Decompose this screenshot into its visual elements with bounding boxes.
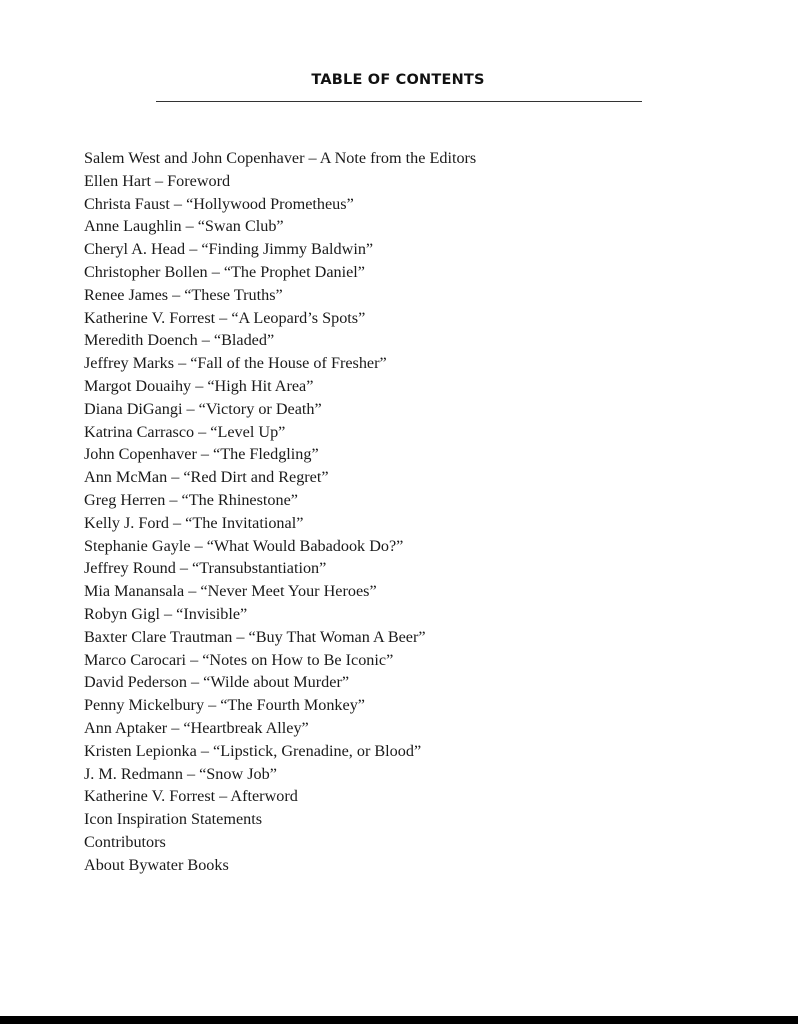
toc-entry: Robyn Gigl – “Invisible”	[84, 604, 248, 623]
toc-entry: Kristen Lepionka – “Lipstick, Grenadine, or Blood”	[84, 741, 422, 760]
toc-entry: Meredith Doench – “Bladed”	[84, 331, 275, 350]
toc-entry: J. M. Redmann – “Snow Job”	[84, 764, 277, 783]
toc-entry: Salem West and John Copenhaver – A Note from the Editors	[84, 149, 477, 167]
toc-entry: About Bywater Books	[84, 855, 229, 874]
toc-entry: Greg Herren – “The Rhinestone”	[84, 490, 298, 509]
toc-entry: Baxter Clare Trautman – “Buy That Woman A Beer”	[84, 627, 426, 646]
toc-entry: Jeffrey Round – “Transubstantiation”	[84, 559, 327, 578]
toc-entry: Christa Faust – “Hollywood Prometheus”	[84, 194, 354, 213]
toc-entry: Mia Manansala – “Never Meet Your Heroes”	[84, 582, 377, 601]
toc-entry: Ann McMan – “Red Dirt and Regret”	[84, 468, 329, 487]
toc-entry: Katherine V. Forrest – “A Leopard’s Spots”	[84, 308, 366, 327]
toc-entry: Christopher Bollen – “The Prophet Daniel”	[84, 262, 365, 281]
page-title: TABLE OF CONTENTS	[311, 72, 485, 88]
toc-entry: Contributors	[84, 832, 166, 851]
bottom-edge-bar	[0, 1016, 798, 1024]
toc-entry: Ann Aptaker – “Heartbreak Alley”	[84, 718, 309, 737]
toc-entry: Renee James – “These Truths”	[84, 285, 283, 304]
toc-list	[84, 147, 476, 877]
toc-entry: John Copenhaver – “The Fledgling”	[84, 445, 319, 464]
toc-entry: Stephanie Gayle – “What Would Babadook Do?”	[84, 536, 404, 555]
toc-entry: David Pederson – “Wilde about Murder”	[84, 673, 350, 692]
toc-entry: Katherine V. Forrest – Afterword	[84, 787, 298, 806]
toc-entry: Penny Mickelbury – “The Fourth Monkey”	[84, 696, 365, 715]
toc-entry: Kelly J. Ford – “The Invitational”	[84, 513, 304, 532]
toc-entry: Diana DiGangi – “Victory or Death”	[84, 399, 322, 418]
title-underline	[156, 101, 642, 102]
toc-entry: Icon Inspiration Statements	[84, 810, 263, 829]
toc-entry: Cheryl A. Head – “Finding Jimmy Baldwin”	[84, 240, 374, 259]
toc-entry: Anne Laughlin – “Swan Club”	[84, 217, 284, 236]
toc-entry: Jeffrey Marks – “Fall of the House of Fresher”	[84, 354, 387, 373]
toc-entry: Marco Carocari – “Notes on How to Be Iconic”	[84, 650, 394, 669]
toc-entry: Ellen Hart – Foreword	[84, 171, 231, 190]
toc-entry: Margot Douaihy – “High Hit Area”	[84, 376, 314, 395]
toc-entry: Katrina Carrasco – “Level Up”	[84, 422, 286, 441]
